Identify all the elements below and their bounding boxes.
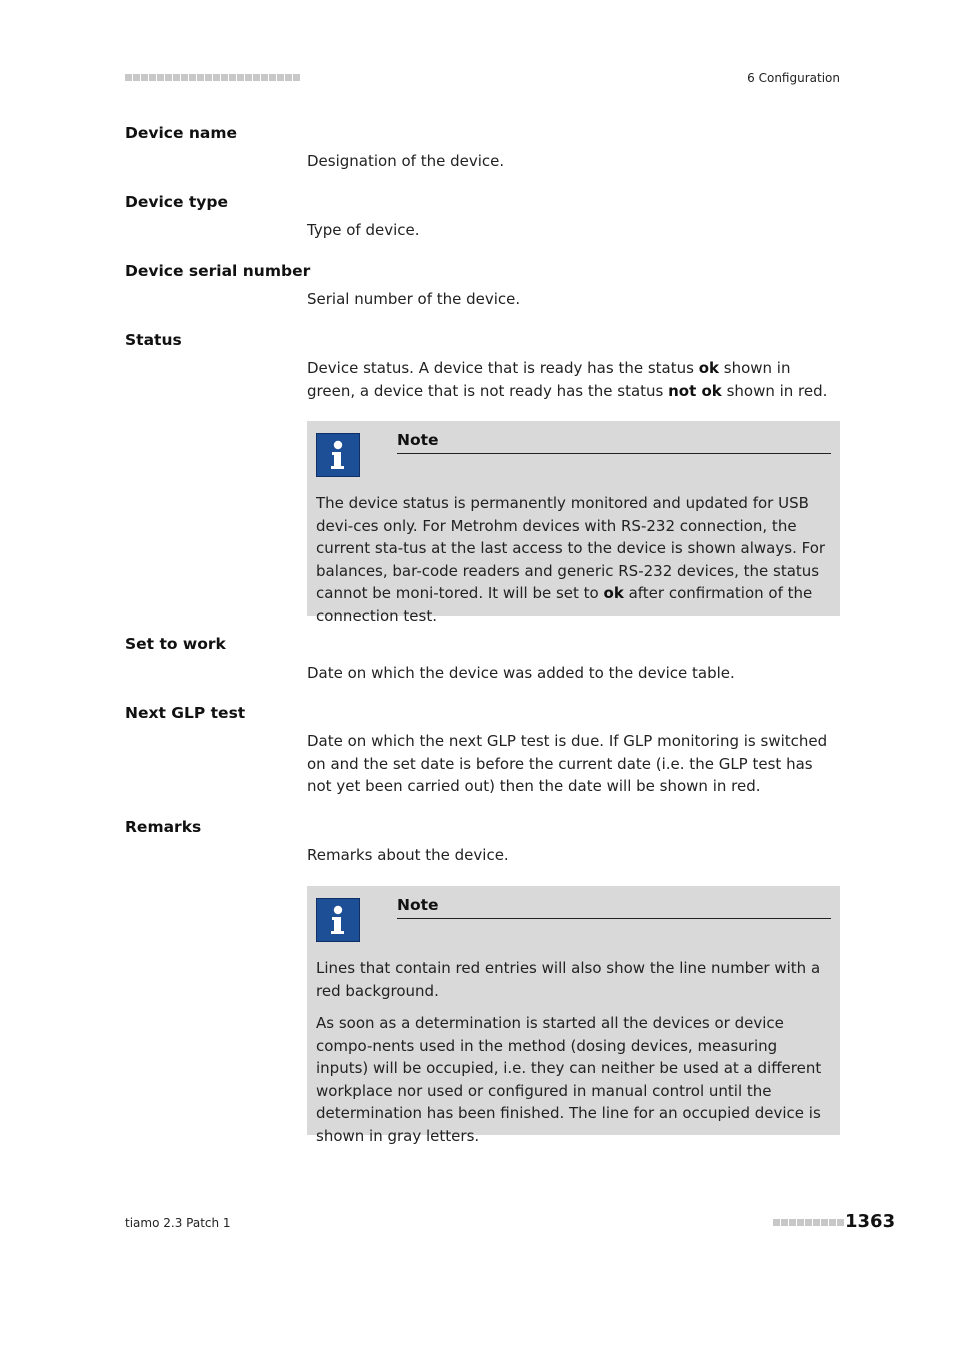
desc-remarks: Remarks about the device. xyxy=(307,846,509,864)
term-status: Status xyxy=(125,331,182,349)
note-paragraph: The device status is permanently monitored and updated for USB devi-ces only. For Metrohm devices with RS-232 connection, the current sta-tus at the last access to the device is shown always. For balances, bar-code readers and generic RS-232 devices, the status cannot be moni-tored. It will be set to ok after confirmation of the connection test. xyxy=(316,494,826,625)
note-body xyxy=(316,492,832,627)
term-device-name: Device name xyxy=(125,124,238,142)
page-number: 1363 xyxy=(845,1211,896,1232)
note-box-remarks xyxy=(307,886,840,1145)
desc-device-type: Type of device. xyxy=(307,221,420,239)
term-set-to-work: Set to work xyxy=(125,635,226,653)
note-title: Note xyxy=(397,896,831,919)
footer-decoration xyxy=(773,1219,844,1226)
term-remarks: Remarks xyxy=(125,818,202,836)
chapter-title: 6 Configuration xyxy=(747,71,840,85)
note-body xyxy=(316,957,832,1147)
desc-next-glp-test: Date on which the next GLP test is due. If GLP monitoring is switched on and the set date is before the current date (i.e. the GLP test has not yet been carried out) then the date will be shown in red. xyxy=(307,732,828,795)
note-box-status xyxy=(307,421,840,625)
term-next-glp-test: Next GLP test xyxy=(125,704,246,722)
desc-device-name: Designation of the device. xyxy=(307,152,505,170)
header-decoration xyxy=(125,74,300,81)
info-icon xyxy=(316,898,360,942)
note-title: Note xyxy=(397,431,831,454)
note-paragraph: Lines that contain red entries will also show the line number with a red background. xyxy=(316,959,821,1000)
product-name: tiamo 2.3 Patch 1 xyxy=(125,1216,231,1230)
term-device-serial-number: Device serial number xyxy=(125,262,311,280)
note-paragraph: As soon as a determination is started all the devices or device compo-nents used in the method (dosing devices, measuring inputs) will be occupied, i.e. they can neither be used at a different workplace nor used or configured in manual control until the determination has been finished. The line for an occupied device is shown in gray letters. xyxy=(316,1014,822,1145)
info-icon xyxy=(316,433,360,477)
desc-device-serial-number: Serial number of the device. xyxy=(307,290,521,308)
desc-status: Device status. A device that is ready has the status ok shown in green, a device that is not ready has the status not ok shown in red. xyxy=(307,359,828,400)
term-device-type: Device type xyxy=(125,193,229,211)
desc-set-to-work: Date on which the device was added to the device table. xyxy=(307,664,735,682)
